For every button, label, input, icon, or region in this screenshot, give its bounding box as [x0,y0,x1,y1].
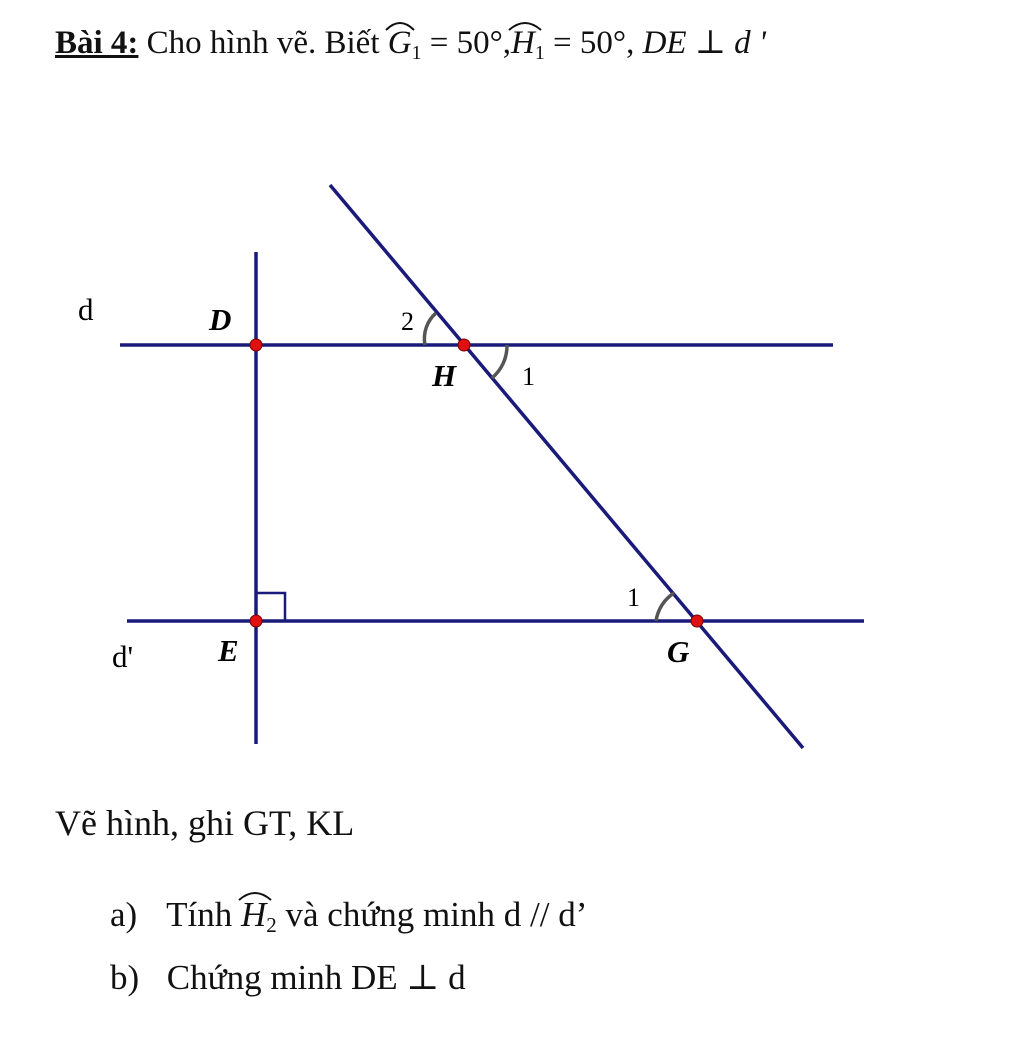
task-instruction: Vẽ hình, ghi GT, KL [55,803,355,843]
point-e [250,615,262,627]
angle-h1: $H_1$ [511,25,545,65]
question-b-label: b) [110,958,140,997]
transversal-hg [330,185,803,748]
question-a-pre: Tính [166,895,233,934]
arc-angle-g1 [656,593,674,621]
label-angle-h1: 1 [522,362,535,391]
point-g [691,615,703,627]
label-point-d: D [209,302,232,337]
arc-angle-h1 [492,345,507,378]
angle-h1-value: = 50°, [553,25,635,61]
question-a-label: a) [110,895,138,934]
label-angle-h2: 2 [401,307,414,336]
point-d [250,339,262,351]
label-angle-g1: 1 [627,583,640,612]
question-b-text: Chứng minh DE ⊥ d [166,958,466,997]
question-a [110,895,587,938]
arc-angle-h2 [424,313,436,345]
question-b [110,958,466,998]
point-h [458,339,470,351]
label-point-e: E [218,633,239,668]
question-a-post: và chứng minh d // d’ [285,895,588,934]
problem-intro: Cho hình vẽ. Biết [146,25,380,61]
label-line-d: d [78,292,94,327]
problem-label: Bài 4: [55,25,139,61]
perpendicular-condition: DE ⊥ d ' [642,25,766,61]
hat-icon [238,889,272,901]
label-line-d-prime: d' [112,639,134,674]
angle-g1: $G_1$ [388,25,422,65]
label-point-g: G [667,634,690,669]
angle-g1-value: = 50°, [429,25,512,61]
label-point-h: H [432,358,457,393]
angle-h2: $H_2$ [241,895,277,938]
